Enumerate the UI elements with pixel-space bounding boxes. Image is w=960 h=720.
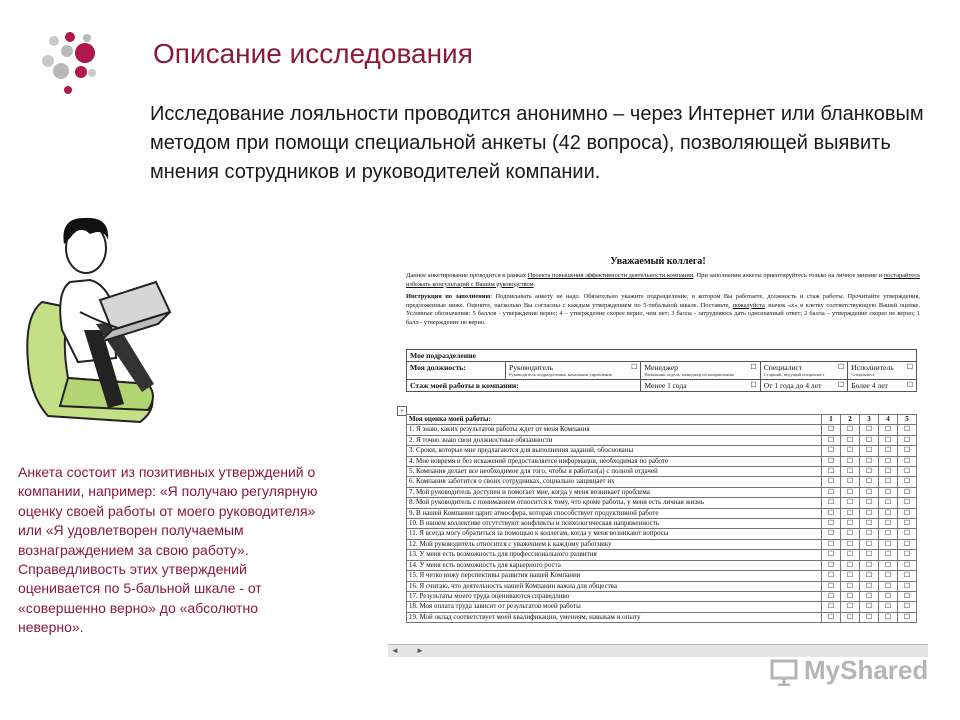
rating-checkbox[interactable]: ☐ <box>879 446 898 456</box>
rating-checkbox[interactable]: ☐ <box>841 519 860 529</box>
rating-checkbox[interactable]: ☐ <box>822 519 841 529</box>
rating-checkbox[interactable]: ☐ <box>822 571 841 581</box>
rating-checkbox[interactable]: ☐ <box>898 550 917 560</box>
rating-checkbox[interactable]: ☐ <box>822 529 841 539</box>
form-intro-paragraph: Данное анкетирование проводится в рамках Проекта повышения эффективности деятельности компании. При заполнении анкеты ориентируйтесь только на личное мнение и постарайтесь избежать консультаций с Вашим руководством. <box>406 272 920 288</box>
rating-checkbox[interactable]: ☐ <box>898 477 917 487</box>
rating-checkbox[interactable]: ☐ <box>898 591 917 601</box>
rating-checkbox[interactable]: ☐ <box>841 581 860 591</box>
rating-checkbox[interactable]: ☐ <box>822 508 841 518</box>
rating-checkbox[interactable]: ☐ <box>822 477 841 487</box>
rating-checkbox[interactable]: ☐ <box>898 508 917 518</box>
question-text: 15. Я четко вижу перспективы развития нашей Компании <box>407 571 822 581</box>
position-option[interactable]: Исполнитель ☐ Специалист <box>848 362 917 380</box>
scroll-left-icon[interactable]: ◄ <box>391 646 399 655</box>
rating-checkbox[interactable]: ☐ <box>879 456 898 466</box>
scale-label: 3 <box>860 415 879 425</box>
rating-checkbox[interactable]: ☐ <box>898 612 917 622</box>
question-row <box>407 529 917 539</box>
person-with-laptop-illustration <box>20 212 190 430</box>
rating-checkbox[interactable]: ☐ <box>841 467 860 477</box>
question-text: 4. Мне вовремя и без искажений предоставляется информация, необходимая по работе <box>407 456 822 466</box>
rating-checkbox[interactable]: ☐ <box>822 539 841 549</box>
department-label: Мое подразделение <box>407 350 917 362</box>
rating-checkbox[interactable]: ☐ <box>879 529 898 539</box>
question-row <box>407 519 917 529</box>
rating-checkbox[interactable]: ☐ <box>898 487 917 497</box>
respondent-info-table <box>406 349 917 392</box>
rating-checkbox[interactable]: ☐ <box>860 591 879 601</box>
rating-checkbox[interactable]: ☐ <box>841 602 860 612</box>
scale-label: 4 <box>879 415 898 425</box>
rating-checkbox[interactable]: ☐ <box>898 602 917 612</box>
presentation-board-icon <box>770 658 798 686</box>
rating-checkbox[interactable]: ☐ <box>860 560 879 570</box>
rating-checkbox[interactable]: ☐ <box>860 508 879 518</box>
question-text: 19. Мой оклад соответствует моей квалификации, умениям, навыкам и опыту <box>407 612 822 622</box>
question-text: 1. Я знаю, каких результатов работы ждет от меня Компания <box>407 425 822 435</box>
question-row <box>407 508 917 518</box>
rating-checkbox[interactable]: ☐ <box>879 435 898 445</box>
rating-checkbox[interactable]: ☐ <box>898 498 917 508</box>
rating-checkbox[interactable]: ☐ <box>879 591 898 601</box>
rating-checkbox[interactable]: ☐ <box>860 477 879 487</box>
rating-checkbox[interactable]: ☐ <box>898 581 917 591</box>
rating-checkbox[interactable]: ☐ <box>860 539 879 549</box>
rating-checkbox[interactable]: ☐ <box>879 508 898 518</box>
rating-checkbox[interactable]: ☐ <box>860 498 879 508</box>
tenure-option[interactable]: Менее 1 года ☐ <box>641 380 760 392</box>
rating-checkbox[interactable]: ☐ <box>841 560 860 570</box>
watermark-text: MyShared <box>804 655 929 685</box>
question-row <box>407 602 917 612</box>
question-row <box>407 425 917 435</box>
question-row <box>407 550 917 560</box>
rating-checkbox[interactable]: ☐ <box>841 446 860 456</box>
position-option[interactable]: Менеджер ☐ Начальник отдела, менеджер по направлению <box>641 362 760 380</box>
question-text: 18. Моя оплата труда зависит от результатов моей работы <box>407 602 822 612</box>
rating-checkbox[interactable]: ☐ <box>841 498 860 508</box>
scale-label: 2 <box>841 415 860 425</box>
rating-checkbox[interactable]: ☐ <box>841 612 860 622</box>
rating-checkbox[interactable]: ☐ <box>860 519 879 529</box>
question-text: 17. Результаты моего труда оцениваются справедливо <box>407 591 822 601</box>
rating-checkbox[interactable]: ☐ <box>822 446 841 456</box>
question-text: 13. У меня есть возможность для профессионального развития <box>407 550 822 560</box>
rating-checkbox[interactable]: ☐ <box>898 519 917 529</box>
question-row <box>407 487 917 497</box>
rating-checkbox[interactable]: ☐ <box>860 446 879 456</box>
rating-checkbox[interactable]: ☐ <box>841 529 860 539</box>
question-row <box>407 477 917 487</box>
rating-checkbox[interactable]: ☐ <box>822 550 841 560</box>
rating-checkbox[interactable]: ☐ <box>841 508 860 518</box>
rating-checkbox[interactable]: ☐ <box>860 571 879 581</box>
slide-title: Описание исследования <box>153 38 473 69</box>
rating-checkbox[interactable]: ☐ <box>860 487 879 497</box>
rating-checkbox[interactable]: ☐ <box>841 477 860 487</box>
rating-checkbox[interactable]: ☐ <box>898 571 917 581</box>
rating-header: Моя оценка моей работы: <box>407 415 822 425</box>
rating-checkbox[interactable]: ☐ <box>898 456 917 466</box>
question-row <box>407 612 917 622</box>
form-greeting: Уважаемый коллега! <box>610 256 706 267</box>
question-text: 10. В нашем коллективе отсутствуют конфликты и психологическая напряженность <box>407 519 822 529</box>
rating-checkbox[interactable]: ☐ <box>879 425 898 435</box>
question-row <box>407 560 917 570</box>
company-logo-icon <box>34 28 106 100</box>
tenure-option[interactable]: От 1 года до 4 лет ☐ <box>760 380 848 392</box>
tenure-label: Стаж моей работы в компании: <box>407 380 641 392</box>
rating-checkbox[interactable]: ☐ <box>841 591 860 601</box>
rating-checkbox[interactable]: ☐ <box>822 425 841 435</box>
question-text: 8. Мой руководитель с пониманием относится к тому, что кроме работы, у меня есть личная жизнь <box>407 498 822 508</box>
rating-checkbox[interactable]: ☐ <box>898 435 917 445</box>
question-text: 2. Я точно знаю свои должностные обязанности <box>407 435 822 445</box>
question-text: 6. Компания заботится о своих сотрудниках, социально защищает их <box>407 477 822 487</box>
rating-checkbox[interactable]: ☐ <box>879 498 898 508</box>
question-text: 9. В нашей Компании царит атмосфера, которая способствует продуктивной работе <box>407 508 822 518</box>
scroll-right-icon[interactable]: ► <box>416 646 424 655</box>
questionnaire-form <box>388 246 928 660</box>
rating-checkbox[interactable]: ☐ <box>860 602 879 612</box>
form-instructions: Инструкция по заполнению: Подписывать анкету не надо. Обязательно укажите подразделение, в котором Вы работаете, должность и стаж работы. Прочитайте утверждения, предложенные ниже. Оцените, насколько Вы согласны с каждым утверждением по 5-тибальной шкале. Поставьте, пожалуйста значок «х» в клетку соответствующую Вашей оценке. Условные обозначения: 5 баллов - утверждение верно; 4 – утверждение скорее верно, чем нет; 3 балла - затрудняюсь дать однозначный ответ; 2 балла – утверждение скорее не верно; 1 балл - утверждение не верно. <box>406 293 920 326</box>
question-row <box>407 571 917 581</box>
rating-checkbox[interactable]: ☐ <box>860 456 879 466</box>
rating-checkbox[interactable]: ☐ <box>841 539 860 549</box>
rating-checkbox[interactable]: ☐ <box>879 612 898 622</box>
rating-checkbox[interactable]: ☐ <box>822 435 841 445</box>
rating-table <box>406 414 917 623</box>
rating-checkbox[interactable]: ☐ <box>841 456 860 466</box>
question-row <box>407 539 917 549</box>
intro-paragraph: Исследование лояльности проводится анонимно – через Интернет или бланковым методом при помощи специальной анкеты (42 вопроса), позволяющей выявить мнения сотрудников и руководителей компании. <box>150 103 924 183</box>
rating-checkbox[interactable]: ☐ <box>898 539 917 549</box>
rating-checkbox[interactable]: ☐ <box>841 550 860 560</box>
rating-checkbox[interactable]: ☐ <box>841 435 860 445</box>
rating-checkbox[interactable]: ☐ <box>879 602 898 612</box>
rating-checkbox[interactable]: ☐ <box>822 498 841 508</box>
question-row <box>407 456 917 466</box>
questionnaire-note: Анкета состоит из позитивных утверждений о компании, например: «Я получаю регулярную оценку своей работы от моего руководителя» или «Я удовлетворен получаемым вознаграждением за свою работу». Справедливость этих утверждений оценивается по 5-бальной шкале - от «совершенно верно» до «абсолютно неверно». <box>18 464 318 636</box>
position-option[interactable]: Руководитель ☐ Руководитель подразделения, начальник управления <box>506 362 641 380</box>
question-text: 16. Я считаю, что деятельность нашей Компании важна для общества <box>407 581 822 591</box>
rating-checkbox[interactable]: ☐ <box>879 467 898 477</box>
rating-checkbox[interactable]: ☐ <box>898 446 917 456</box>
question-text: 14. У меня есть возможность для карьерного роста <box>407 560 822 570</box>
question-text: 12. Мой руководитель относится с уважением к каждому работнику <box>407 539 822 549</box>
rating-checkbox[interactable]: ☐ <box>860 435 879 445</box>
rating-checkbox[interactable]: ☐ <box>879 487 898 497</box>
tenure-option[interactable]: Более 4 лет ☐ <box>848 380 917 392</box>
question-row <box>407 467 917 477</box>
rating-checkbox[interactable]: ☐ <box>879 560 898 570</box>
rating-checkbox[interactable]: ☐ <box>841 425 860 435</box>
position-label: Моя должность: <box>407 362 506 380</box>
rating-checkbox[interactable]: ☐ <box>822 487 841 497</box>
rating-checkbox[interactable]: ☐ <box>879 477 898 487</box>
rating-checkbox[interactable]: ☐ <box>860 529 879 539</box>
rating-checkbox[interactable]: ☐ <box>822 581 841 591</box>
scale-label: 1 <box>822 415 841 425</box>
rating-checkbox[interactable]: ☐ <box>879 550 898 560</box>
position-option[interactable]: Специалист ☐ Старший, ведущий специалист <box>760 362 848 380</box>
rating-header-row <box>407 415 917 425</box>
rating-checkbox[interactable]: ☐ <box>822 591 841 601</box>
rating-checkbox[interactable]: ☐ <box>860 467 879 477</box>
rating-checkbox[interactable]: ☐ <box>898 529 917 539</box>
rating-checkbox[interactable]: ☐ <box>822 612 841 622</box>
scale-label: 5 <box>898 415 917 425</box>
rating-checkbox[interactable]: ☐ <box>822 560 841 570</box>
rating-checkbox[interactable]: ☐ <box>879 581 898 591</box>
rating-checkbox[interactable]: ☐ <box>860 425 879 435</box>
expand-icon[interactable]: + <box>397 406 407 416</box>
question-row <box>407 581 917 591</box>
question-text: 7. Мой руководитель доступен и помогает мне, когда у меня возникает проблема <box>407 487 822 497</box>
rating-checkbox[interactable]: ☐ <box>860 612 879 622</box>
question-row <box>407 446 917 456</box>
rating-checkbox[interactable]: ☐ <box>822 467 841 477</box>
rating-checkbox[interactable]: ☐ <box>822 602 841 612</box>
rating-checkbox[interactable]: ☐ <box>898 560 917 570</box>
question-row <box>407 435 917 445</box>
question-text: 3. Сроки, которые мне предлагаются для выполнения заданий, обоснованы <box>407 446 822 456</box>
rating-checkbox[interactable]: ☐ <box>879 571 898 581</box>
rating-checkbox[interactable]: ☐ <box>860 581 879 591</box>
rating-checkbox[interactable]: ☐ <box>841 487 860 497</box>
rating-checkbox[interactable]: ☐ <box>879 539 898 549</box>
question-text: 11. Я всегда могу обратиться за помощью к коллегам, когда у меня возникают вопросы <box>407 529 822 539</box>
rating-checkbox[interactable]: ☐ <box>898 425 917 435</box>
question-row <box>407 591 917 601</box>
rating-checkbox[interactable]: ☐ <box>822 456 841 466</box>
question-text: 5. Компания делает все необходимое для того, чтобы я работал(а) с полной отдачей <box>407 467 822 477</box>
rating-checkbox[interactable]: ☐ <box>860 550 879 560</box>
rating-checkbox[interactable]: ☐ <box>879 519 898 529</box>
question-row <box>407 498 917 508</box>
rating-checkbox[interactable]: ☐ <box>841 571 860 581</box>
rating-checkbox[interactable]: ☐ <box>898 467 917 477</box>
